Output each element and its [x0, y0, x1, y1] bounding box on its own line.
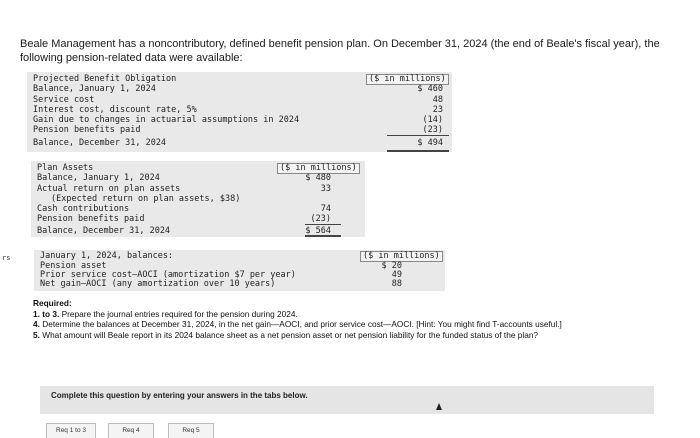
- plan-assets-row-label: Pension benefits paid: [37, 214, 145, 225]
- balances-unit: ($ in millions): [360, 251, 443, 262]
- plan-assets-row-label: Actual return on plan assets: [37, 183, 181, 194]
- pbo-row-value: 48: [432, 94, 443, 105]
- required-item-5: [33, 330, 633, 341]
- table-row: [33, 115, 449, 125]
- table-row: [37, 184, 361, 194]
- table-row: [40, 270, 440, 279]
- balances-row-value: 49: [391, 270, 402, 281]
- plan-assets-header-row: [37, 163, 361, 173]
- required-item-4: [33, 319, 633, 330]
- plan-assets-row-label: Balance, December 31, 2024: [37, 225, 171, 236]
- required-section: [33, 298, 633, 340]
- pbo-row-value: (14): [422, 115, 443, 126]
- requirement-tabs: [40, 423, 240, 438]
- required-item-number: 1. to 3.: [33, 308, 60, 319]
- plan-assets-unit: ($ in millions): [277, 163, 360, 174]
- table-row: [40, 261, 440, 270]
- subtotal-rule: [387, 135, 449, 136]
- required-item-number: 5.: [33, 329, 40, 340]
- pbo-row-label: Service cost: [33, 94, 95, 105]
- pbo-row-value: (23): [422, 125, 443, 136]
- table-row: [33, 105, 449, 115]
- balances-row-label: Prior service cost–AOCI (amortization $7 per year): [40, 270, 296, 281]
- plan-assets-table: [31, 161, 365, 237]
- problem-intro: Beale Management has a noncontributory, defined benefit pension plan. On December 31, 2024 (the end of Beale's fiscal year), the following pension-related data were available:: [20, 38, 660, 64]
- table-row: [33, 138, 449, 148]
- mouse-cursor-icon: [436, 403, 442, 410]
- required-title: Required:: [33, 298, 72, 308]
- pbo-row-label: Balance, January 1, 2024: [33, 84, 156, 95]
- tab-req-1-to-3[interactable]: Req 1 to 3: [46, 423, 96, 438]
- required-item-1: [33, 309, 633, 320]
- balances-title: January 1, 2024, balances:: [40, 251, 174, 261]
- pbo-header-row: [33, 74, 449, 84]
- total-rule: [387, 150, 449, 152]
- pbo-row-label: Interest cost, discount rate, 5%: [33, 104, 197, 115]
- instruction-bar: [40, 386, 654, 414]
- plan-assets-row-value: $ 564: [305, 225, 331, 236]
- plan-assets-row-value: $ 480: [305, 173, 331, 184]
- required-item-text: What amount will Beale report in its 2024 balance sheet as a net pension asset or net pension liability for the funded status of the plan?: [42, 329, 539, 340]
- balances-row-value: $ 20: [381, 261, 402, 272]
- pbo-row-label: Pension benefits paid: [33, 125, 141, 136]
- required-item-text: Prepare the journal entries required for the pension during 2024.: [61, 308, 298, 319]
- pbo-row-value: $ 460: [417, 84, 443, 95]
- plan-assets-row-value: 33: [320, 183, 331, 194]
- plan-assets-title: Plan Assets: [37, 163, 94, 173]
- table-row: [37, 194, 361, 204]
- pbo-row-value: $ 494: [417, 137, 443, 148]
- table-row: [37, 173, 361, 183]
- pbo-unit: ($ in millions): [366, 74, 449, 85]
- plan-assets-row-label: Balance, January 1, 2024: [37, 173, 160, 184]
- tab-req-5[interactable]: Req 5: [168, 423, 214, 438]
- balances-row-label: Pension asset: [40, 261, 107, 272]
- pbo-row-value: 23: [432, 104, 443, 115]
- table-row: [33, 95, 449, 105]
- plan-assets-row-value: 74: [320, 204, 331, 215]
- tab-req-4[interactable]: Req 4: [108, 423, 154, 438]
- total-rule: [305, 235, 341, 237]
- pbo-row-label: Gain due to changes in actuarial assumptions in 2024: [33, 115, 300, 126]
- balances-row-label: Net gain–AOCI (any amortization over 10 years): [40, 279, 276, 290]
- subtotal-rule: [305, 224, 341, 225]
- margin-mark: rs: [2, 254, 11, 262]
- table-row: [37, 204, 361, 214]
- plan-assets-row-label: Cash contributions: [37, 204, 130, 215]
- required-item-text: Determine the balances at December 31, 2024, in the net gain—AOCI, and prior service cost—AOCI. [Hint: You might find T-accounts useful.]: [42, 319, 562, 329]
- plan-assets-row-value: (23): [310, 214, 331, 225]
- table-row: [40, 279, 440, 288]
- opening-balances-table: [34, 250, 445, 291]
- plan-assets-row-label: (Expected return on plan assets, $38): [51, 193, 241, 204]
- instruction-text: Complete this question by entering your answers in the tabs below.: [51, 391, 308, 400]
- balances-header-row: [40, 251, 440, 261]
- pbo-title: Projected Benefit Obligation: [33, 74, 177, 84]
- required-item-number: 4.: [33, 319, 40, 329]
- table-row: [33, 84, 449, 94]
- pbo-table: [27, 72, 452, 152]
- pbo-row-label: Balance, December 31, 2024: [33, 137, 167, 148]
- balances-row-value: 88: [391, 279, 402, 290]
